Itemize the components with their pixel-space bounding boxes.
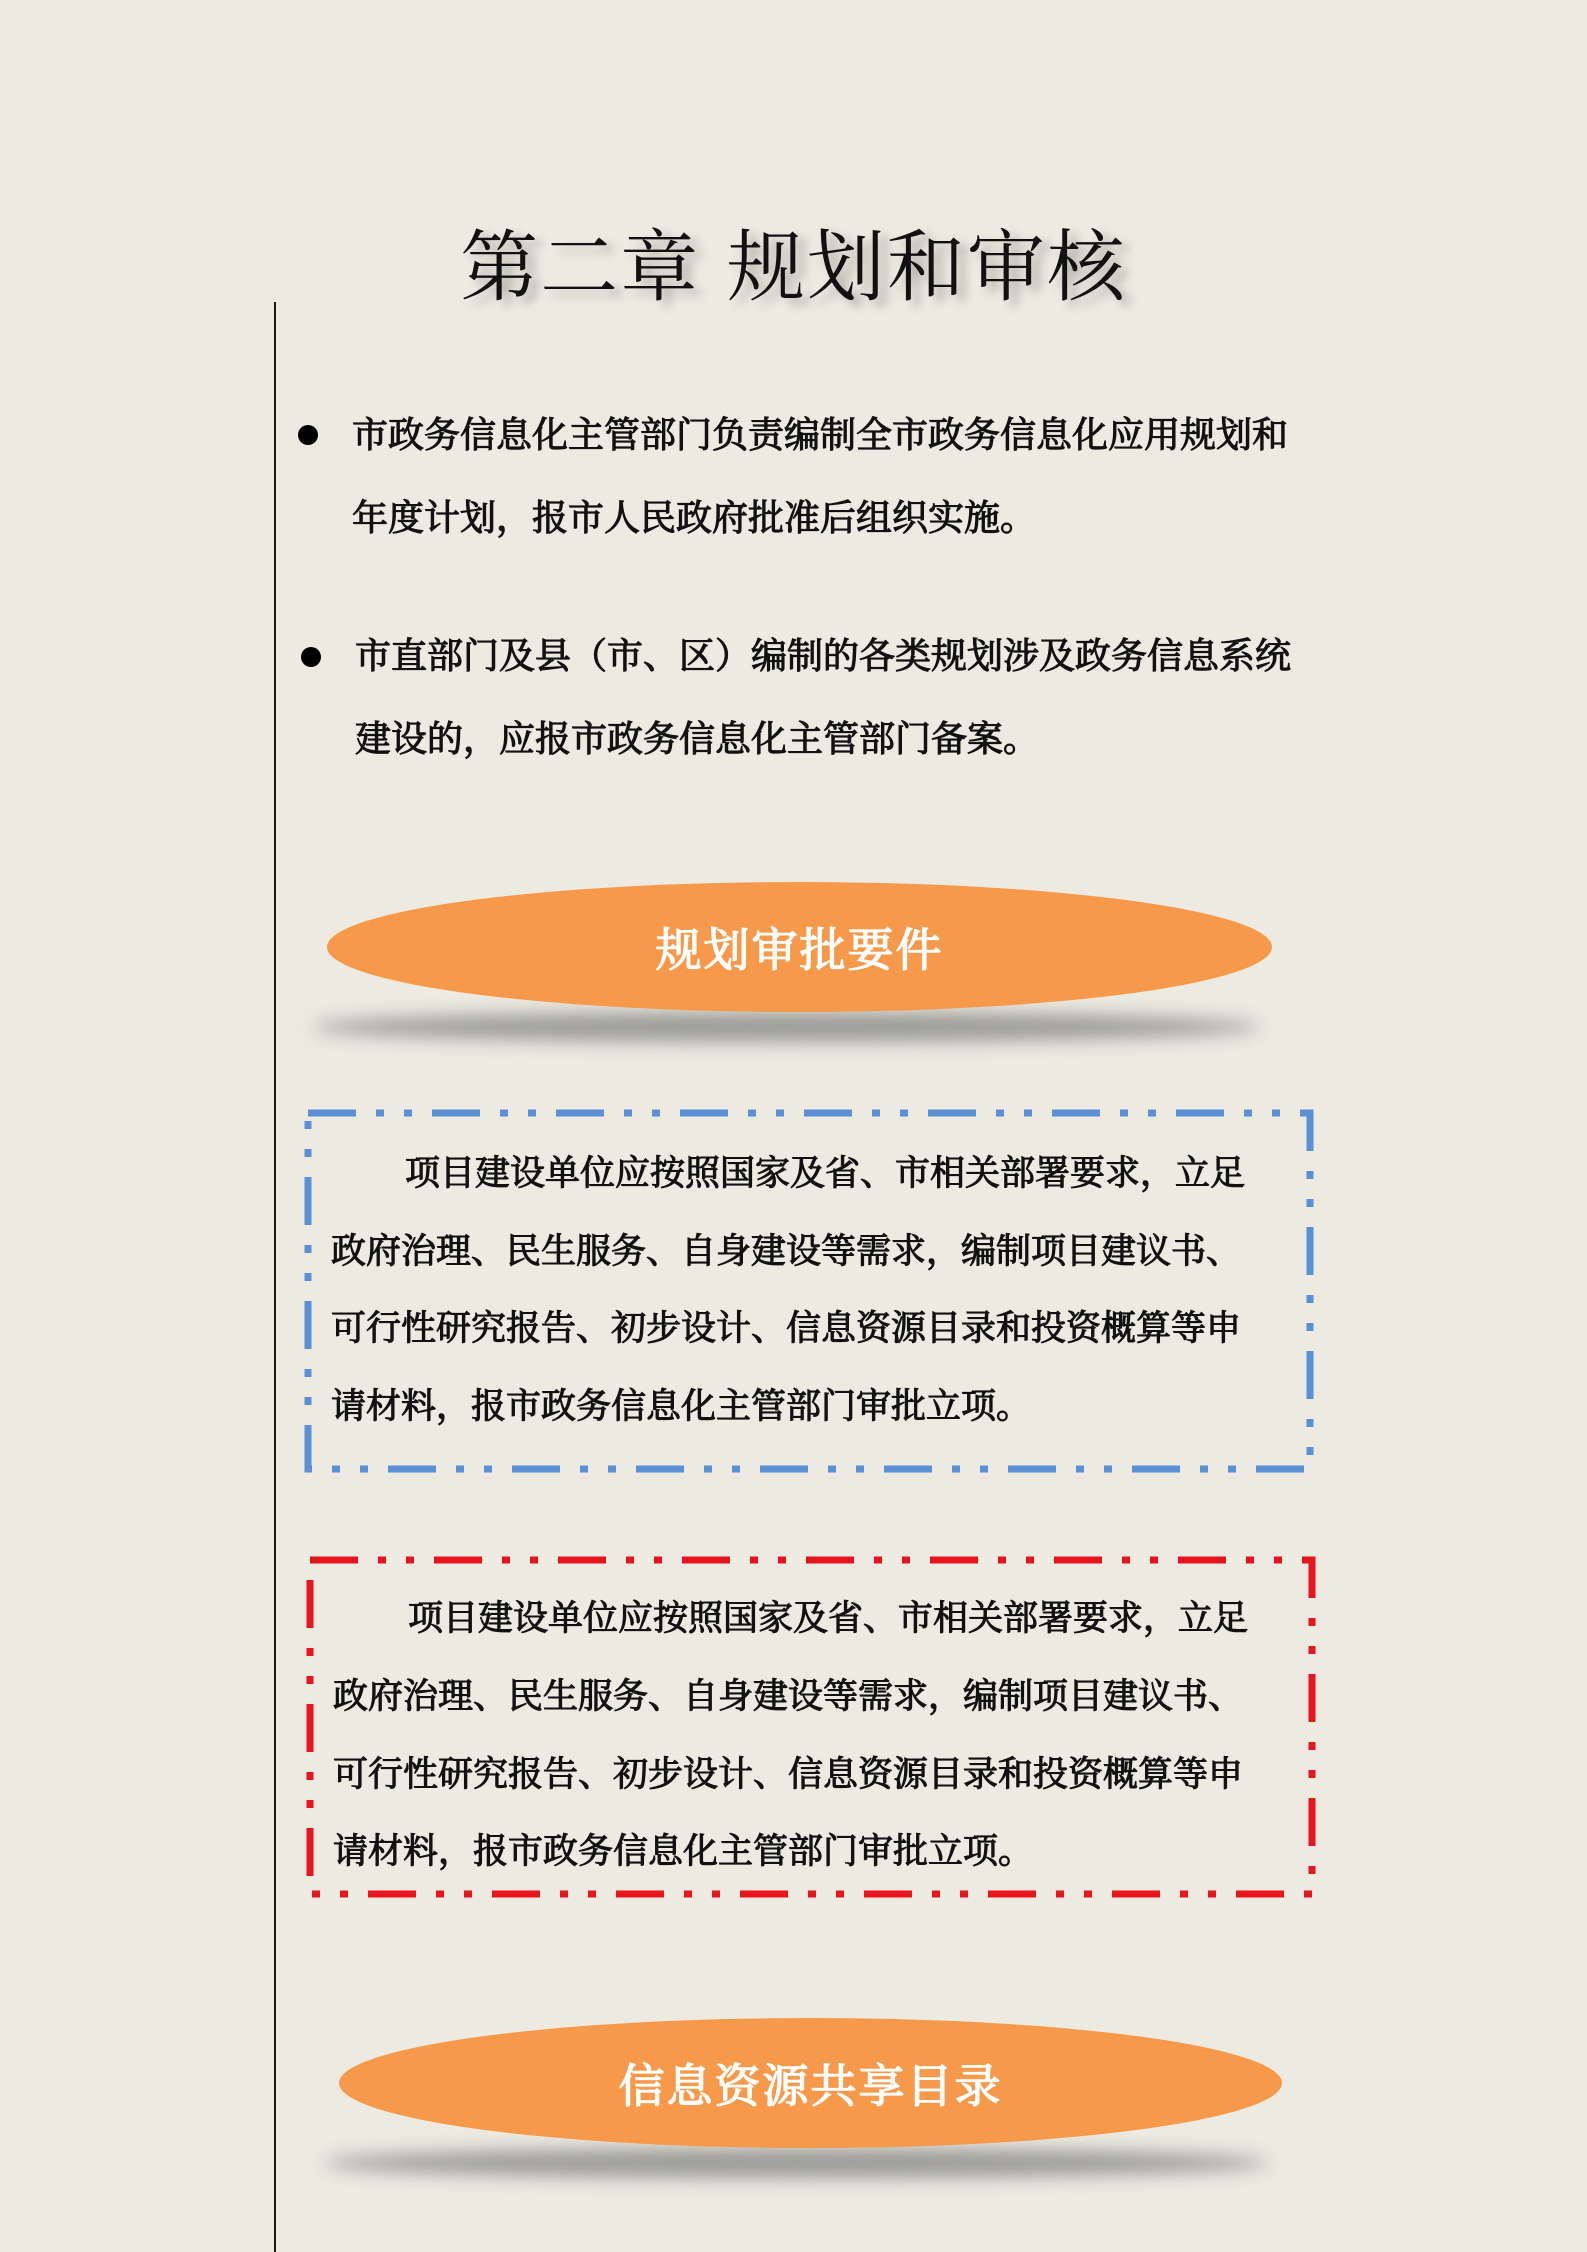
- red-box-line-1: 项目建设单位应按照国家及省、市相关部署要求，立足: [408, 1598, 1249, 1639]
- blue-box-line-2: 政府治理、民生服务、自身建设等需求，编制项目建议书、: [331, 1231, 1242, 1272]
- red-box-line-4: 请材料，报市政务信息化主管部门审批立项。: [333, 1831, 1034, 1872]
- blue-box-line-4: 请材料，报市政务信息化主管部门审批立项。: [331, 1386, 1032, 1427]
- bullet-dot-icon: [298, 425, 318, 445]
- bullet-2-line-2: 建设的，应报市政务信息化主管部门备案。: [355, 718, 1040, 760]
- bullet-1-line-1: 市政务信息化主管部门负责编制全市政务信息化应用规划和: [352, 414, 1289, 456]
- blue-bordered-box: [304, 1109, 1314, 1473]
- bullet-2-line-1: 市直部门及县（市、区）编制的各类规划涉及政务信息系统: [355, 635, 1292, 677]
- blue-box-line-1: 项目建设单位应按照国家及省、市相关部署要求，立足: [405, 1153, 1246, 1194]
- blue-box-line-3: 可行性研究报告、初步设计、信息资源目录和投资概算等申: [331, 1308, 1242, 1349]
- pill-shadow: [324, 2148, 1269, 2178]
- red-box-line-3: 可行性研究报告、初步设计、信息资源目录和投资概算等申: [333, 1754, 1244, 1795]
- page-title: 第二章 规划和审核: [460, 223, 1127, 313]
- left-vertical-rule: [274, 302, 276, 2252]
- bullet-1-line-2: 年度计划，报市人民政府批准后组织实施。: [352, 497, 1037, 539]
- pill-shadow: [312, 1012, 1260, 1042]
- red-bordered-box: [306, 1556, 1316, 1898]
- red-box-line-2: 政府治理、民生服务、自身建设等需求，编制项目建议书、: [333, 1676, 1244, 1717]
- bullet-dot-icon: [301, 647, 321, 667]
- section-header-pill: 规划审批要件: [327, 882, 1272, 1012]
- section-header-pill: 信息资源共享目录: [339, 2018, 1282, 2148]
